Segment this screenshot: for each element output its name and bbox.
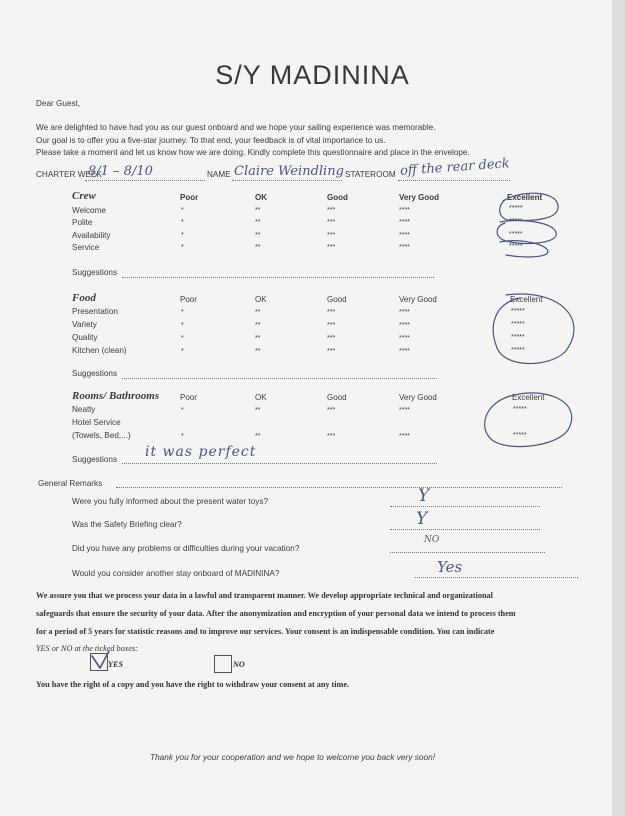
- intro-line-3: Please take a moment and let us know how we are doing. Kindly complete this questionnaire and place in the envelope.: [36, 148, 470, 157]
- general-remarks-label: General Remarks: [38, 479, 103, 488]
- food-row-label: Presentation: [72, 307, 118, 316]
- answer-text[interactable]: Y: [416, 509, 428, 529]
- star-rating[interactable]: *****: [509, 231, 523, 238]
- star-rating[interactable]: *****: [509, 205, 523, 212]
- star-rating[interactable]: *****: [513, 406, 527, 413]
- crew-excellent-circle: [500, 193, 558, 220]
- star-rating[interactable]: *****: [511, 347, 525, 354]
- star-rating[interactable]: **: [255, 322, 261, 329]
- star-rating[interactable]: *****: [511, 308, 525, 315]
- star-rating[interactable]: ***: [327, 219, 336, 226]
- stateroom-value[interactable]: off the rear deck: [399, 156, 511, 179]
- food-col-good: Good: [327, 295, 347, 304]
- rooms-excellent-circle: [485, 393, 572, 447]
- crew-row-label: Welcome: [72, 206, 106, 215]
- crew-suggestions-label: Suggestions: [72, 268, 118, 277]
- answer-text[interactable]: Y: [418, 486, 430, 506]
- star-rating[interactable]: **: [255, 207, 261, 214]
- star-rating[interactable]: ****: [399, 219, 410, 226]
- star-rating[interactable]: ****: [399, 207, 410, 214]
- food-row-label: Quality: [72, 333, 98, 342]
- star-rating[interactable]: ****: [399, 244, 410, 251]
- star-rating[interactable]: *: [181, 348, 184, 355]
- star-rating[interactable]: ***: [327, 309, 336, 316]
- answer-text[interactable]: Yes: [437, 558, 463, 576]
- star-rating[interactable]: ****: [399, 348, 410, 355]
- crew-row-label: Availability: [72, 231, 111, 240]
- crew-excellent-circle: [497, 221, 556, 244]
- rooms-col-ok: OK: [255, 393, 267, 402]
- consent-no-label: NO: [233, 660, 245, 669]
- crew-col-poor: Poor: [180, 193, 199, 202]
- star-rating[interactable]: ****: [399, 232, 410, 239]
- crew-row-label: Polite: [72, 218, 93, 227]
- crew-title: Crew: [72, 190, 96, 202]
- page-title: S/Y MADININA: [215, 60, 410, 90]
- food-col-ok: OK: [255, 295, 267, 304]
- crew-col-good: Good: [327, 193, 348, 202]
- food-title: Food: [72, 292, 96, 304]
- star-rating[interactable]: ***: [327, 348, 336, 355]
- name-value[interactable]: Claire Weindling: [234, 164, 344, 179]
- star-rating[interactable]: ***: [327, 433, 336, 440]
- star-rating[interactable]: ****: [399, 309, 410, 316]
- charter-week-value[interactable]: 8/1 – 8/10: [88, 164, 153, 179]
- question-text: Were you fully informed about the present water toys?: [72, 497, 268, 506]
- checkmark-icon: [92, 651, 109, 668]
- star-rating[interactable]: *****: [509, 218, 523, 225]
- privacy-line-4: YES or NO at the ticked boxes:: [36, 644, 138, 653]
- name-label: NAME: [207, 170, 231, 179]
- star-rating[interactable]: ***: [327, 244, 336, 251]
- rooms-col-poor: Poor: [180, 393, 197, 402]
- rooms-col-good: Good: [327, 393, 347, 402]
- star-rating[interactable]: ***: [327, 322, 336, 329]
- crew-col-very-good: Very Good: [399, 193, 440, 202]
- star-rating[interactable]: ***: [327, 335, 336, 342]
- star-rating[interactable]: *****: [509, 243, 523, 250]
- rooms-row-label: (Towels, Bed,...): [72, 431, 131, 440]
- star-rating[interactable]: *: [181, 232, 184, 239]
- star-rating[interactable]: *: [181, 207, 184, 214]
- star-rating[interactable]: **: [255, 335, 261, 342]
- privacy-line-1: We assure you that we process your data in a lawful and transparent manner. We develop appropriate technical and organizational: [36, 591, 493, 600]
- star-rating[interactable]: *: [181, 219, 184, 226]
- consent-yes-label: YES: [108, 660, 124, 669]
- star-rating[interactable]: **: [255, 309, 261, 316]
- star-rating[interactable]: ***: [327, 207, 336, 214]
- intro-line-1: We are delighted to have had you as our guest onboard and we hope your sailing experience was memorable.: [36, 123, 436, 132]
- intro-line-2: Our goal is to offer you a five-star journey. To that end, your feedback is of vital importance to us.: [36, 136, 386, 145]
- question-text: Would you consider another stay onboard of MADININA?: [72, 569, 280, 578]
- rights-text: You have the right of a copy and you have the right to withdraw your consent at any time.: [36, 680, 350, 689]
- answer-text[interactable]: NO: [424, 535, 440, 545]
- question-text: Did you have any problems or difficulties during your vacation?: [72, 544, 300, 553]
- stateroom-label: STATEROOM: [345, 170, 396, 179]
- star-rating[interactable]: **: [255, 219, 261, 226]
- food-suggestions-label: Suggestions: [72, 369, 118, 378]
- privacy-line-3: for a period of 5 years for statistic reasons and to improve our services. Your consent is an indispensable condition. You can indicate: [36, 627, 495, 636]
- star-rating[interactable]: *: [181, 244, 184, 251]
- rooms-suggestion-text[interactable]: it was perfect: [145, 444, 257, 460]
- rooms-row-label: Hotel Service: [72, 418, 121, 427]
- rooms-row-label: Neatly: [72, 405, 96, 414]
- star-rating[interactable]: *: [181, 407, 184, 414]
- star-rating[interactable]: **: [255, 232, 261, 239]
- charter-week-label: CHARTER WEEK: [36, 170, 102, 179]
- star-rating[interactable]: **: [255, 433, 261, 440]
- question-text: Was the Safety Briefing clear?: [72, 520, 182, 529]
- star-rating[interactable]: ****: [399, 335, 410, 342]
- star-rating[interactable]: *: [181, 433, 184, 440]
- food-col-very-good: Very Good: [399, 295, 437, 304]
- food-col-excellent: Excellent: [510, 295, 543, 304]
- star-rating[interactable]: **: [255, 244, 261, 251]
- star-rating[interactable]: *****: [511, 334, 525, 341]
- star-rating[interactable]: ****: [399, 322, 410, 329]
- crew-col-excellent: Excellent: [507, 193, 543, 202]
- star-rating[interactable]: ***: [327, 407, 336, 414]
- greeting: Dear Guest,: [36, 99, 81, 108]
- star-rating[interactable]: *: [181, 322, 184, 329]
- food-col-poor: Poor: [180, 295, 197, 304]
- star-rating[interactable]: *****: [513, 432, 527, 439]
- food-row-label: Variety: [72, 320, 97, 329]
- rooms-suggestions-label: Suggestions: [72, 455, 118, 464]
- rooms-col-very-good: Very Good: [399, 393, 437, 402]
- rooms-col-excellent: Excellent: [512, 393, 545, 402]
- crew-col-ok: OK: [255, 193, 267, 202]
- star-rating[interactable]: ****: [399, 433, 410, 440]
- star-rating[interactable]: ****: [399, 407, 410, 414]
- star-rating[interactable]: *****: [511, 321, 525, 328]
- star-rating[interactable]: **: [255, 407, 261, 414]
- food-excellent-circle: [493, 294, 574, 364]
- star-rating[interactable]: ***: [327, 232, 336, 239]
- rooms-title: Rooms/ Bathrooms: [72, 390, 160, 402]
- star-rating[interactable]: *: [181, 309, 184, 316]
- star-rating[interactable]: **: [255, 348, 261, 355]
- thanks-text: Thank you for your cooperation and we hope to welcome you back very soon!: [150, 752, 436, 762]
- star-rating[interactable]: *: [181, 335, 184, 342]
- privacy-line-2: safeguards that ensure the security of your data. After the anonymization and encryption of your personal data we intend to process them: [36, 609, 516, 618]
- crew-row-label: Service: [72, 243, 100, 252]
- food-row-label: Kitchen (clean): [72, 346, 127, 355]
